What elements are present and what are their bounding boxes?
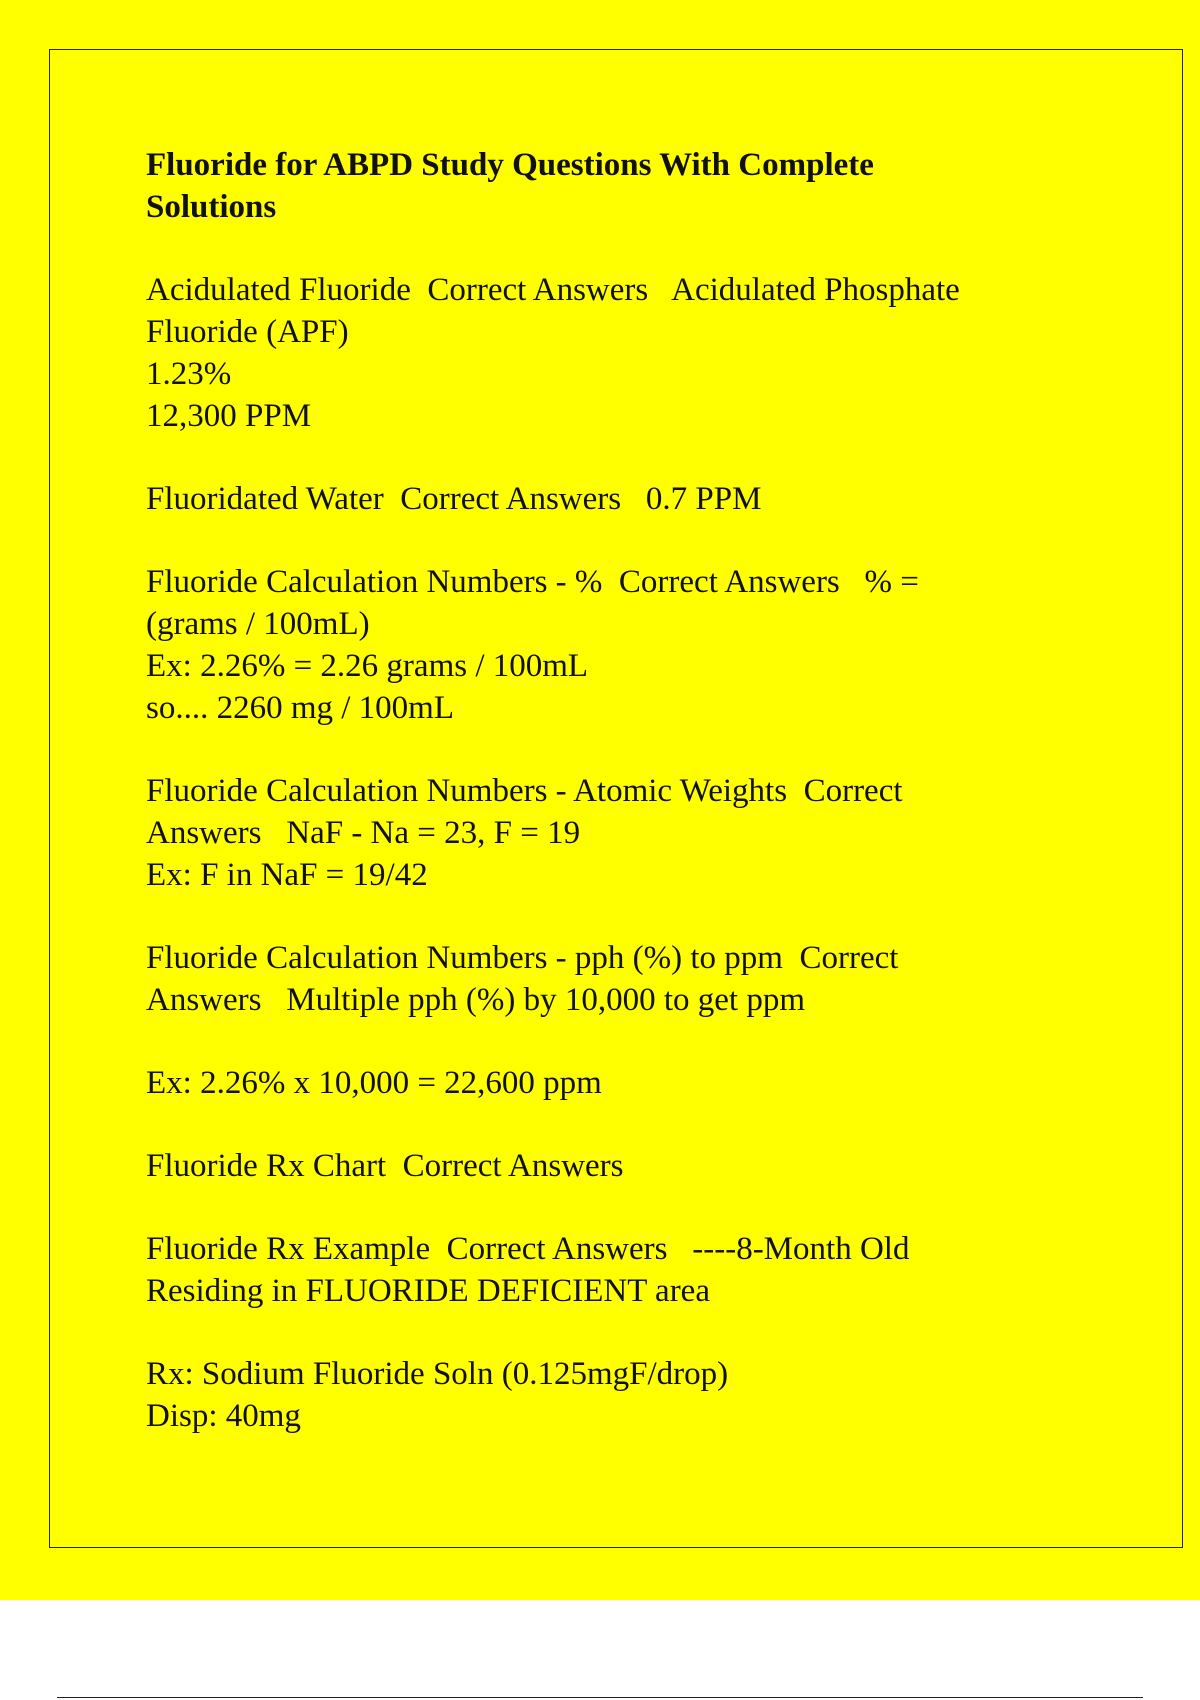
entry-line: Acidulated Fluoride Correct Answers Acidulated Phosphate: [146, 272, 960, 308]
qa-entry-calc-percent: [146, 561, 1086, 729]
entry-line: 12,300 PPM: [146, 398, 312, 434]
qa-entry-rx-detail: [146, 1353, 1086, 1437]
entry-line: Answers NaF - Na = 23, F = 19: [146, 815, 581, 851]
entry-line: Fluoride Calculation Numbers - % Correct Answers % =: [146, 564, 919, 600]
entry-line: Fluoride (APF): [146, 314, 349, 350]
entry-line: Fluoride Calculation Numbers - pph (%) to ppm Correct: [146, 940, 899, 976]
qa-entry-rx-example: [146, 1228, 1086, 1312]
entry-line: Fluoridated Water Correct Answers 0.7 PPM: [146, 481, 762, 517]
entry-line: Fluoride Rx Chart Correct Answers: [146, 1148, 624, 1184]
qa-entry-atomic-weights: [146, 770, 1086, 896]
entry-line: Rx: Sodium Fluoride Soln (0.125mgF/drop): [146, 1356, 729, 1392]
entry-line: 1.23%: [146, 356, 232, 392]
footer-divider: [57, 1697, 1143, 1698]
entry-line: Ex: 2.26% x 10,000 = 22,600 ppm: [146, 1065, 602, 1101]
entry-line: (grams / 100mL): [146, 606, 370, 642]
entry-line: Ex: 2.26% = 2.26 grams / 100mL: [146, 648, 589, 684]
entry-line: Fluoride Calculation Numbers - Atomic Weights Correct: [146, 773, 903, 809]
qa-entry-rx-chart: [146, 1145, 1086, 1187]
qa-entry-pph-to-ppm: [146, 937, 1086, 1021]
entry-line: Residing in FLUORIDE DEFICIENT area: [146, 1273, 710, 1309]
qa-entry-acidulated-fluoride: [146, 269, 1086, 437]
document-body: [146, 144, 1086, 1478]
entry-line: Disp: 40mg: [146, 1398, 301, 1434]
qa-entry-example-calc: [146, 1062, 1086, 1104]
entry-line: Fluoride Rx Example Correct Answers ----8-Month Old: [146, 1231, 910, 1267]
title-line: Fluoride for ABPD Study Questions With Complete: [146, 147, 874, 183]
title-line: Solutions: [146, 189, 277, 225]
entry-line: so.... 2260 mg / 100mL: [146, 690, 455, 726]
entry-line: Answers Multiple pph (%) by 10,000 to get ppm: [146, 982, 806, 1018]
document-title: [146, 144, 1086, 228]
qa-entry-fluoridated-water: [146, 478, 1086, 520]
entry-line: Ex: F in NaF = 19/42: [146, 857, 428, 893]
